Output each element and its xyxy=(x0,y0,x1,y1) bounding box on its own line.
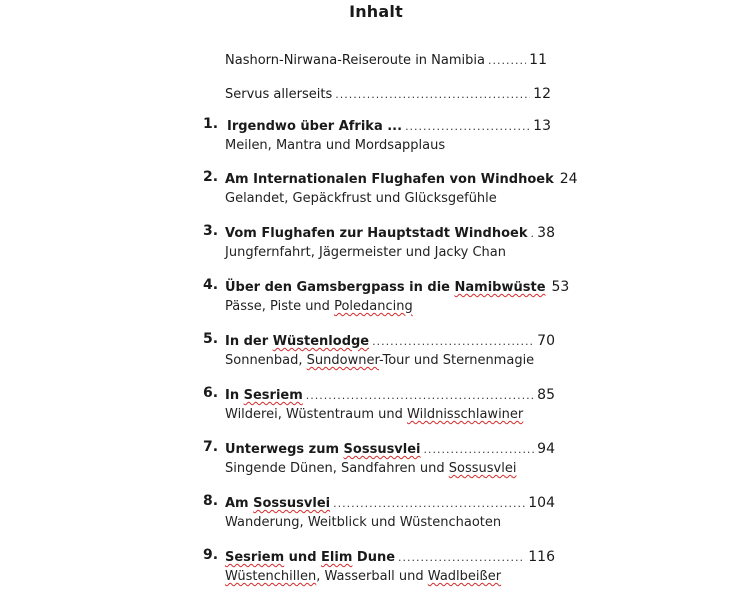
toc-title: Inhalt xyxy=(349,2,403,21)
spellcheck-word: Wadlbeißer xyxy=(427,569,502,584)
chapter-title: In Sesriem xyxy=(225,388,303,403)
dot-leader xyxy=(405,117,530,137)
dot-leader xyxy=(531,224,535,244)
spellcheck-word: Wüstenlodge xyxy=(272,334,370,349)
chapter-title: Sesriem und Elim Dune xyxy=(225,550,396,565)
chapter-number: 7. xyxy=(203,439,219,455)
spellcheck-word: Sossusvlei xyxy=(343,442,421,457)
spellcheck-word: Wildnisschlawiner xyxy=(407,407,524,422)
toc-chapter-entry[interactable] xyxy=(225,331,555,351)
chapter-page: 38 xyxy=(537,225,555,241)
chapter-title: Vom Flughafen zur Hauptstadt Windhoek xyxy=(225,226,528,241)
chapter-subtitle: Gelandet, Gepäckfrust und Glücksgefühle xyxy=(225,191,497,206)
chapter-title: Irgendwo über Afrika ... xyxy=(227,119,403,134)
chapter-title: Am Internationalen Flughafen von Windhoek xyxy=(225,172,554,187)
dot-leader xyxy=(398,548,525,568)
chapter-title: Unterwegs zum Sossusvlei xyxy=(225,442,421,457)
spellcheck-word: Sundowner xyxy=(306,353,379,368)
chapter-subtitle: Singende Dünen, Sandfahren und Sossusvlei xyxy=(225,461,517,476)
chapter-subtitle: Wilderei, Wüstentraum und Wildnisschlawiner xyxy=(225,407,524,422)
chapter-page: 104 xyxy=(528,495,555,511)
entry-page: 12 xyxy=(533,86,551,102)
spellcheck-word: Poledancing xyxy=(334,299,413,314)
toc-chapter-entry[interactable] xyxy=(225,547,555,567)
chapter-subtitle: Meilen, Mantra und Mordsapplaus xyxy=(225,138,446,153)
toc-front-entry[interactable] xyxy=(225,84,551,104)
toc-chapter-entry[interactable] xyxy=(225,169,578,189)
chapter-title: In der Wüstenlodge xyxy=(225,334,370,349)
dot-leader xyxy=(424,440,535,460)
chapter-number: 3. xyxy=(203,223,219,239)
toc-front-entry[interactable] xyxy=(225,50,547,70)
spellcheck-word: Namibwüste xyxy=(454,280,546,295)
chapter-page: 85 xyxy=(537,387,555,403)
chapter-subtitle: Wanderung, Weitblick und Wüstenchaoten xyxy=(225,515,502,530)
chapter-number: 9. xyxy=(203,547,219,563)
toc-chapter-entry[interactable] xyxy=(225,223,555,243)
entry-title: Nashorn-Nirwana-Reiseroute in Namibia xyxy=(225,53,485,68)
chapter-subtitle: Wüstenchillen, Wasserball und Wadlbeißer xyxy=(225,569,502,584)
dot-leader xyxy=(488,51,526,71)
chapter-number: 2. xyxy=(203,169,219,185)
toc-chapter-entry[interactable] xyxy=(225,493,555,513)
spellcheck-word: Sesriem xyxy=(243,388,303,403)
chapter-page: 116 xyxy=(528,549,555,565)
chapter-number: 8. xyxy=(203,493,219,509)
chapter-number: 5. xyxy=(203,331,219,347)
dot-leader xyxy=(372,332,534,352)
toc-chapter-entry[interactable] xyxy=(225,439,555,459)
chapter-page: 53 xyxy=(551,279,570,295)
chapter-page: 24 xyxy=(559,171,578,187)
chapter-subtitle: Jungfernfahrt, Jägermeister und Jacky Chan xyxy=(225,245,506,260)
chapter-number: 1. xyxy=(203,116,219,132)
entry-title: Servus allerseits xyxy=(225,87,333,102)
chapter-number: 6. xyxy=(203,385,219,401)
dot-leader xyxy=(333,494,525,514)
entry-page: 11 xyxy=(529,52,547,68)
chapter-page: 13 xyxy=(533,118,551,134)
spellcheck-word: Elim xyxy=(321,550,353,565)
chapter-page: 70 xyxy=(537,333,555,349)
toc-chapter-entry[interactable] xyxy=(225,385,555,405)
dot-leader xyxy=(306,386,534,406)
chapter-title: Am Sossusvlei xyxy=(225,496,331,511)
dot-leader xyxy=(335,85,530,105)
chapter-title: Über den Gamsbergpass in die Namibwüste xyxy=(225,280,546,295)
spellcheck-word: Sossusvlei xyxy=(253,496,331,511)
toc-chapter-entry[interactable] xyxy=(227,116,551,136)
chapter-page: 94 xyxy=(537,441,555,457)
chapter-subtitle: Pässe, Piste und Poledancing xyxy=(225,299,413,314)
chapter-subtitle: Sonnenbad, Sundowner-Tour und Sternenmagie xyxy=(225,353,535,368)
chapter-number: 4. xyxy=(203,277,219,293)
toc-chapter-entry[interactable] xyxy=(225,277,570,297)
spellcheck-word: Wüstenchillen xyxy=(225,569,317,584)
spellcheck-word: Sossusvlei xyxy=(448,461,517,476)
spellcheck-word: Sesriem xyxy=(225,550,285,565)
